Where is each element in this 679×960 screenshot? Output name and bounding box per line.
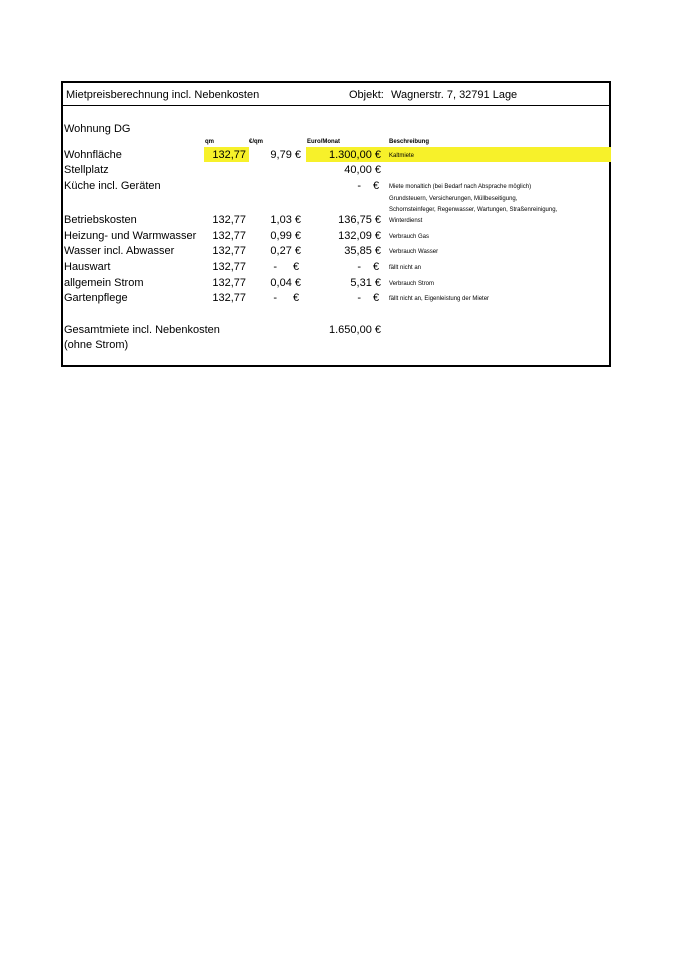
row-label: allgemein Strom — [64, 277, 144, 289]
object-label: Objekt: — [349, 89, 384, 101]
row-per-qm: 0,99 € — [270, 230, 301, 242]
desc-line: Winterdienst — [389, 218, 423, 224]
row-per-qm-currency: € — [293, 261, 300, 273]
row-qm: 132,77 — [212, 277, 246, 289]
row-label: Stellplatz — [64, 164, 109, 176]
row-qm: 132,77 — [212, 230, 246, 242]
row-desc: fällt nicht an, Eigenleistung der Mieter — [389, 296, 490, 302]
row-qm: 132,77 — [212, 214, 246, 226]
desc-line: Schornsteinfeger, Regenwasser, Wartungen, Straßenreinigung, — [389, 207, 558, 213]
col-desc: Beschreibung — [389, 139, 430, 145]
row-qm: 132,77 — [212, 292, 246, 304]
row-month: 132,09 € — [338, 230, 381, 242]
sheet-title: Mietpreisberechnung incl. Nebenkosten — [66, 89, 260, 101]
row-label: Hauswart — [64, 261, 111, 273]
row-qm: 132,77 — [212, 149, 246, 161]
row-month-currency: € — [373, 261, 380, 273]
col-month: Euro/Monat — [307, 139, 340, 145]
col-per-qm: €/qm — [249, 139, 264, 145]
row-qm: 132,77 — [212, 261, 246, 273]
sheet-header — [63, 83, 609, 106]
total-value: 1.650,00 € — [329, 324, 381, 336]
row-label: Wohnfläche — [64, 149, 122, 161]
row-desc: Verbrauch Gas — [389, 234, 430, 240]
rent-calculation-sheet — [61, 81, 611, 367]
row-label: Betriebskosten — [64, 214, 137, 226]
row-month-currency: € — [373, 180, 380, 192]
object-address: Wagnerstr. 7, 32791 Lage — [391, 89, 518, 101]
row-month: 1.300,00 € — [329, 149, 381, 161]
row-desc: fällt nicht an — [389, 265, 422, 271]
row-per-qm-currency: € — [293, 292, 300, 304]
col-qm: qm — [205, 139, 214, 145]
row-per-qm: 0,27 € — [270, 245, 301, 257]
row-per-qm: - — [273, 292, 277, 304]
row-month: 35,85 € — [344, 245, 381, 257]
row-month: - — [357, 261, 361, 273]
row-desc: Verbrauch Wasser — [389, 249, 439, 255]
row-qm: 132,77 — [212, 245, 246, 257]
row-label: Wasser incl. Abwasser — [64, 245, 175, 257]
row-per-qm: 9,79 € — [270, 149, 301, 161]
row-per-qm: - — [273, 261, 277, 273]
row-month: 40,00 € — [344, 164, 381, 176]
row-month: - — [357, 180, 361, 192]
row-desc: Miete monaltich (bei Bedarf nach Absprache möglich) — [389, 184, 532, 190]
row-month-currency: € — [373, 292, 380, 304]
row-per-qm: 1,03 € — [270, 214, 301, 226]
row-desc: Kaltmiete — [389, 153, 415, 159]
row-month: - — [357, 292, 361, 304]
row-month: 136,75 € — [338, 214, 381, 226]
desc-line: Grundsteuern, Versicherungen, Müllbeseitigung, — [389, 196, 518, 202]
total-label: Gesamtmiete incl. Nebenkosten — [64, 324, 220, 336]
row-label: Küche incl. Geräten — [64, 180, 161, 192]
row-label: Heizung- und Warmwasser — [64, 230, 197, 242]
section-title: Wohnung DG — [64, 123, 131, 135]
row-month: 5,31 € — [350, 277, 381, 289]
row-per-qm: 0,04 € — [270, 277, 301, 289]
total-label-note: (ohne Strom) — [64, 339, 129, 351]
row-label: Gartenpflege — [64, 292, 128, 304]
row-desc: Verbrauch Strom — [389, 281, 435, 287]
